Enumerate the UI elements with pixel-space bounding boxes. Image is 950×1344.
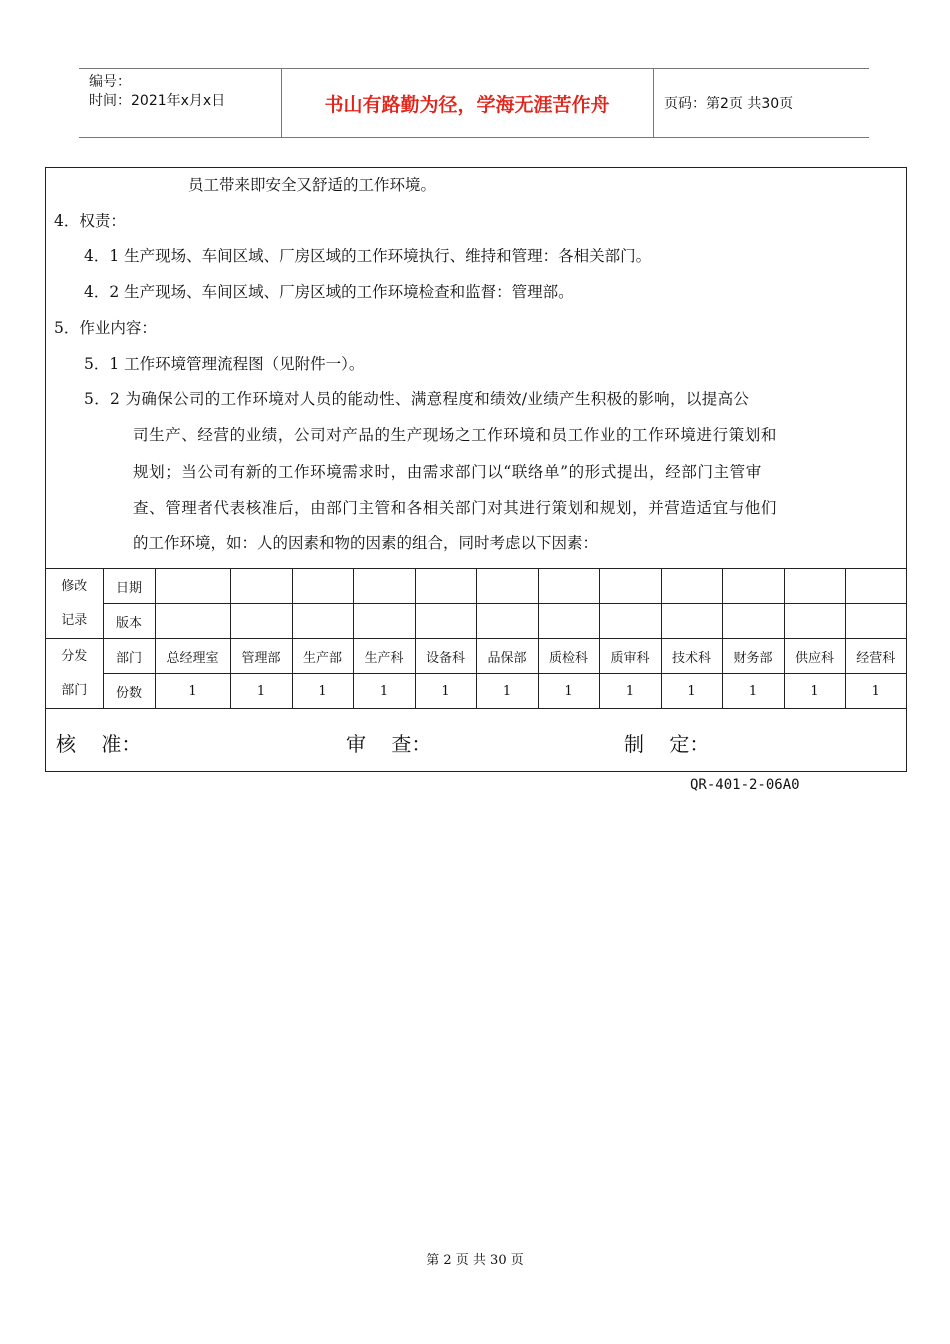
department-cell: 经营科 (845, 639, 906, 674)
version-cell (845, 604, 906, 639)
department-row (46, 639, 906, 674)
version-cell (415, 604, 476, 639)
header-divider (653, 69, 654, 137)
copies-row (46, 674, 906, 709)
department-cell: 设备科 (415, 639, 476, 674)
copies-cell: 1 (292, 674, 353, 709)
version-cell (292, 604, 353, 639)
distribution-label: 分发 (61, 648, 88, 664)
paragraph-line: 员工带来即安全又舒适的工作环境。 (188, 176, 437, 194)
copies-cell: 1 (230, 674, 292, 709)
date-cell (476, 569, 538, 604)
department-label: 部门 (103, 639, 155, 674)
date-cell (538, 569, 599, 604)
date-cell (415, 569, 476, 604)
version-cell (599, 604, 661, 639)
number-label: 编号： (89, 74, 131, 90)
department-cell: 供应科 (784, 639, 845, 674)
copies-cell: 1 (845, 674, 906, 709)
section-heading: 5．作业内容： (54, 319, 157, 337)
version-row (46, 604, 906, 639)
version-cell (353, 604, 415, 639)
department-cell: 质检科 (538, 639, 599, 674)
date-cell (292, 569, 353, 604)
copies-cell: 1 (661, 674, 722, 709)
document-body-box (45, 167, 907, 772)
page-footer: 第 2 页 共 30 页 (426, 1253, 524, 1268)
revision-label: 修改 (61, 578, 88, 594)
paragraph-line: 查、管理者代表核准后，由部门主管和各相关部门对其进行策划和规划，并营造适宜与他们 (133, 499, 778, 517)
version-cell (155, 604, 230, 639)
department-cell: 技术科 (661, 639, 722, 674)
version-cell (722, 604, 784, 639)
copies-cell: 1 (784, 674, 845, 709)
paragraph-line: 4．2 生产现场、车间区域、厂房区域的工作环境检查和监督：管理部。 (84, 283, 574, 301)
department-cell: 财务部 (722, 639, 784, 674)
copies-cell: 1 (353, 674, 415, 709)
distribution-label: 部门 (61, 682, 88, 698)
department-cell: 生产科 (353, 639, 415, 674)
approve-label: 核 准： (56, 732, 142, 756)
copies-cell: 1 (415, 674, 476, 709)
paragraph-line: 规划；当公司有新的工作环境需求时，由需求部门以“联络单”的形式提出，经部门主管审 (133, 463, 762, 481)
signature-row (46, 712, 906, 772)
department-cell: 管理部 (230, 639, 292, 674)
form-code: QR-401-2-06A0 (690, 777, 800, 793)
review-label: 审 查： (346, 732, 432, 756)
date-cell (599, 569, 661, 604)
version-label: 版本 (103, 604, 155, 639)
revision-label-cell (46, 569, 103, 639)
prepare-label: 制 定： (624, 732, 710, 756)
date-cell (722, 569, 784, 604)
version-cell (476, 604, 538, 639)
version-cell (230, 604, 292, 639)
copies-cell: 1 (155, 674, 230, 709)
distribution-label-cell (46, 639, 103, 709)
date-cell (845, 569, 906, 604)
revision-label: 记录 (61, 612, 88, 628)
date-cell (353, 569, 415, 604)
copies-cell: 1 (538, 674, 599, 709)
date-cell (230, 569, 292, 604)
paragraph-line: 司生产、经营的业绩，公司对产品的生产现场之工作环境和员工作业的工作环境进行策划和 (133, 426, 778, 444)
header-left (89, 73, 225, 111)
section-heading: 4．权责： (54, 212, 126, 230)
date-label: 日期 (103, 569, 155, 604)
copies-cell: 1 (476, 674, 538, 709)
date-cell (784, 569, 845, 604)
date-cell (661, 569, 722, 604)
paragraph-line: 5．2 为确保公司的工作环境对人员的能动性、满意程度和绩效/业绩产生积极的影响，以提高公 (84, 390, 750, 408)
page-label: 页码：第2页 共30页 (664, 96, 794, 112)
paragraph-line: 的工作环境，如：人的因素和物的因素的组合，同时考虑以下因素： (133, 534, 599, 552)
header-motto: 书山有路勤为径，学海无涯苦作舟 (324, 93, 610, 116)
department-cell: 质审科 (599, 639, 661, 674)
copies-cell: 1 (599, 674, 661, 709)
paragraph-line: 4．1 生产现场、车间区域、厂房区域的工作环境执行、维持和管理：各相关部门。 (84, 247, 652, 265)
copies-cell: 1 (722, 674, 784, 709)
department-cell: 生产部 (292, 639, 353, 674)
paragraph-line: 5．1 工作环境管理流程图（见附件一）。 (84, 355, 365, 373)
department-cell: 总经理室 (155, 639, 230, 674)
copies-label: 份数 (103, 674, 155, 709)
version-cell (661, 604, 722, 639)
document-header (79, 68, 869, 138)
date-row (46, 569, 906, 604)
time-label: 时间：2021年x月x日 (89, 93, 226, 109)
record-table (46, 568, 906, 709)
date-cell (155, 569, 230, 604)
department-cell: 品保部 (476, 639, 538, 674)
version-cell (784, 604, 845, 639)
version-cell (538, 604, 599, 639)
